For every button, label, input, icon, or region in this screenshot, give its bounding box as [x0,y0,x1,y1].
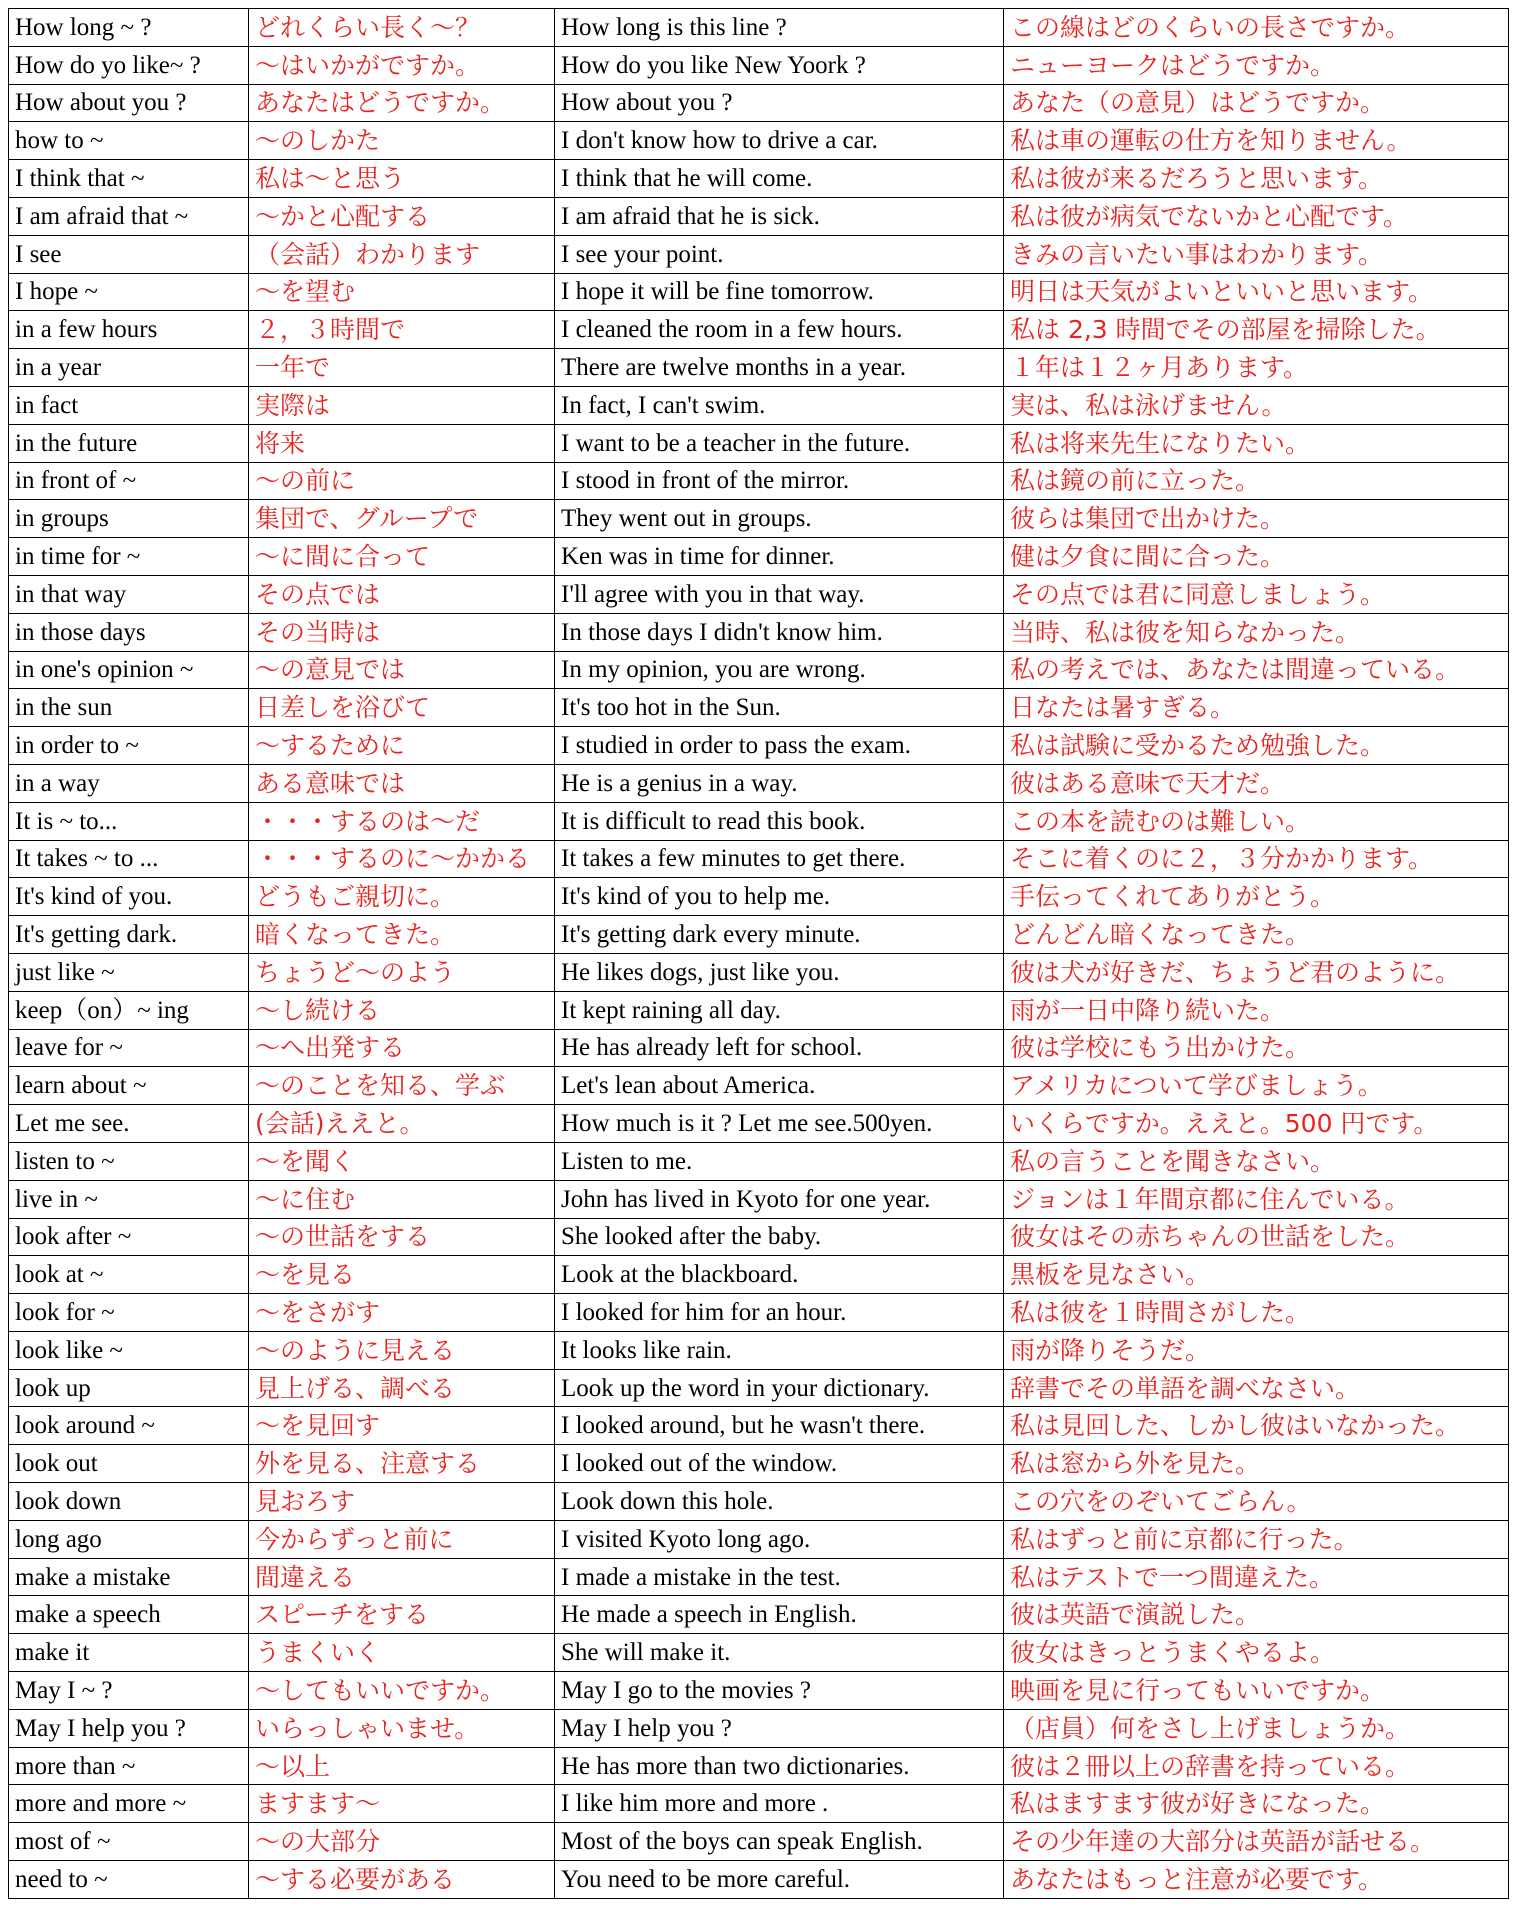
meaning-cell: ～を見回す [249,1407,555,1445]
meaning-cell: ～の意見では [249,651,555,689]
example-sentence-cell: Ken was in time for dinner. [555,538,1004,576]
translation-cell: 私はますます彼が好きになった。 [1004,1785,1509,1823]
translation-cell: ジョンは１年間京都に住んでいる。 [1004,1180,1509,1218]
phrase-cell: in groups [9,500,249,538]
table-row [9,462,1509,500]
example-sentence-cell: In fact, I can't swim. [555,386,1004,424]
translation-cell: 私の考えでは、あなたは間違っている。 [1004,651,1509,689]
meaning-cell: 暗くなってきた。 [249,916,555,954]
phrase-cell: long ago [9,1520,249,1558]
meaning-cell: ～に住む [249,1180,555,1218]
phrase-cell: more than ~ [9,1747,249,1785]
translation-cell: （店員）何をさし上げましょうか。 [1004,1709,1509,1747]
table-row [9,349,1509,387]
example-sentence-cell: I see your point. [555,235,1004,273]
translation-cell: 彼らは集団で出かけた。 [1004,500,1509,538]
translation-cell: １年は１２ヶ月あります。 [1004,349,1509,387]
phrase-cell: Let me see. [9,1105,249,1143]
phrase-cell: I am afraid that ~ [9,197,249,235]
table-row [9,764,1509,802]
table-row [9,1785,1509,1823]
table-row [9,991,1509,1029]
phrase-cell: How long ~ ? [9,9,249,47]
phrase-cell: How about you ? [9,84,249,122]
meaning-cell: ちょうど～のよう [249,953,555,991]
example-sentence-cell: May I go to the movies ? [555,1672,1004,1710]
meaning-cell: ・・・するのは～だ [249,802,555,840]
meaning-cell: うまくいく [249,1634,555,1672]
phrase-cell: make a speech [9,1596,249,1634]
phrase-cell: in front of ~ [9,462,249,500]
meaning-cell: ～するために [249,727,555,765]
translation-cell: 雨が一日中降り続いた。 [1004,991,1509,1029]
table-row [9,1483,1509,1521]
example-sentence-cell: She looked after the baby. [555,1218,1004,1256]
phrase-cell: May I help you ? [9,1709,249,1747]
meaning-cell: ～を聞く [249,1142,555,1180]
meaning-cell: 今からずっと前に [249,1520,555,1558]
phrase-cell: learn about ~ [9,1067,249,1105]
phrase-cell: more and more ~ [9,1785,249,1823]
phrase-cell: look around ~ [9,1407,249,1445]
vocabulary-table [8,8,1509,1899]
translation-cell: 彼は学校にもう出かけた。 [1004,1029,1509,1067]
phrase-cell: in a way [9,764,249,802]
meaning-cell: どれくらい長く～？ [249,9,555,47]
translation-cell: 手伝ってくれてありがとう。 [1004,878,1509,916]
table-row [9,84,1509,122]
table-row [9,1747,1509,1785]
table-row [9,1596,1509,1634]
phrase-cell: I see [9,235,249,273]
phrase-cell: look like ~ [9,1331,249,1369]
phrase-cell: in the future [9,424,249,462]
table-row [9,1520,1509,1558]
meaning-cell: 外を見る、注意する [249,1445,555,1483]
example-sentence-cell: I think that he will come. [555,160,1004,198]
example-sentence-cell: He has already left for school. [555,1029,1004,1067]
phrase-cell: in that way [9,575,249,613]
example-sentence-cell: I looked around, but he wasn't there. [555,1407,1004,1445]
example-sentence-cell: He is a genius in a way. [555,764,1004,802]
phrase-cell: listen to ~ [9,1142,249,1180]
translation-cell: 彼は２冊以上の辞書を持っている。 [1004,1747,1509,1785]
meaning-cell: ～の前に [249,462,555,500]
meaning-cell: 私は～と思う [249,160,555,198]
phrase-cell: need to ~ [9,1861,249,1899]
meaning-cell: 日差しを浴びて [249,689,555,727]
meaning-cell: ～をさがす [249,1294,555,1332]
table-row [9,424,1509,462]
translation-cell: 私は鏡の前に立った。 [1004,462,1509,500]
meaning-cell: ～の世話をする [249,1218,555,1256]
translation-cell: 私は試験に受かるため勉強した。 [1004,727,1509,765]
translation-cell: この線はどのくらいの長さですか。 [1004,9,1509,47]
meaning-cell: その当時は [249,613,555,651]
translation-cell: 私は 2,3 時間でその部屋を掃除した。 [1004,311,1509,349]
table-row [9,575,1509,613]
meaning-cell: 集団で、グループで [249,500,555,538]
meaning-cell: (会話)ええと。 [249,1105,555,1143]
meaning-cell: ～のしかた [249,122,555,160]
translation-cell: 私は彼が病気でないかと心配です。 [1004,197,1509,235]
translation-cell: きみの言いたい事はわかります。 [1004,235,1509,273]
translation-cell: アメリカについて学びましょう。 [1004,1067,1509,1105]
example-sentence-cell: I want to be a teacher in the future. [555,424,1004,462]
example-sentence-cell: It looks like rain. [555,1331,1004,1369]
table-row [9,1709,1509,1747]
phrase-cell: in those days [9,613,249,651]
translation-cell: 雨が降りそうだ。 [1004,1331,1509,1369]
table-row [9,1067,1509,1105]
phrase-cell: live in ~ [9,1180,249,1218]
translation-cell: 明日は天気がよいといいと思います。 [1004,273,1509,311]
phrase-cell: look up [9,1369,249,1407]
meaning-cell: ～のように見える [249,1331,555,1369]
translation-cell: あなた（の意見）はどうですか。 [1004,84,1509,122]
example-sentence-cell: Look up the word in your dictionary. [555,1369,1004,1407]
example-sentence-cell: It takes a few minutes to get there. [555,840,1004,878]
table-row [9,1331,1509,1369]
example-sentence-cell: Listen to me. [555,1142,1004,1180]
example-sentence-cell: He has more than two dictionaries. [555,1747,1004,1785]
phrase-cell: in a few hours [9,311,249,349]
table-row [9,840,1509,878]
phrase-cell: It takes ~ to ... [9,840,249,878]
example-sentence-cell: She will make it. [555,1634,1004,1672]
table-row [9,1672,1509,1710]
meaning-cell: （会話）わかります [249,235,555,273]
phrase-cell: leave for ~ [9,1029,249,1067]
phrase-cell: in order to ~ [9,727,249,765]
translation-cell: いくらですか。ええと。500 円です。 [1004,1105,1509,1143]
translation-cell: 映画を見に行ってもいいですか。 [1004,1672,1509,1710]
table-row [9,1029,1509,1067]
meaning-cell: ～の大部分 [249,1823,555,1861]
translation-cell: 私はずっと前に京都に行った。 [1004,1520,1509,1558]
translation-cell: 私は車の運転の仕方を知りません。 [1004,122,1509,160]
example-sentence-cell: There are twelve months in a year. [555,349,1004,387]
table-row [9,1861,1509,1899]
meaning-cell: 間違える [249,1558,555,1596]
phrase-cell: keep（on）~ ing [9,991,249,1029]
table-row [9,1142,1509,1180]
example-sentence-cell: I'll agree with you in that way. [555,575,1004,613]
table-row [9,613,1509,651]
meaning-cell: ～してもいいですか。 [249,1672,555,1710]
phrase-cell: in one's opinion ~ [9,651,249,689]
translation-cell: その少年達の大部分は英語が話せる。 [1004,1823,1509,1861]
example-sentence-cell: I visited Kyoto long ago. [555,1520,1004,1558]
example-sentence-cell: In my opinion, you are wrong. [555,651,1004,689]
table-row [9,916,1509,954]
translation-cell: 私は見回した、しかし彼はいなかった。 [1004,1407,1509,1445]
table-row [9,1634,1509,1672]
meaning-cell: 一年で [249,349,555,387]
example-sentence-cell: I studied in order to pass the exam. [555,727,1004,765]
table-row [9,953,1509,991]
phrase-cell: It's getting dark. [9,916,249,954]
phrase-cell: May I ~ ? [9,1672,249,1710]
phrase-cell: How do yo like~ ? [9,46,249,84]
example-sentence-cell: I looked for him for an hour. [555,1294,1004,1332]
example-sentence-cell: How about you ? [555,84,1004,122]
meaning-cell: ～以上 [249,1747,555,1785]
table-row [9,878,1509,916]
table-row [9,235,1509,273]
translation-cell: 私はテストで一つ間違えた。 [1004,1558,1509,1596]
phrase-cell: in a year [9,349,249,387]
table-row [9,122,1509,160]
example-sentence-cell: He likes dogs, just like you. [555,953,1004,991]
example-sentence-cell: I made a mistake in the test. [555,1558,1004,1596]
translation-cell: あなたはもっと注意が必要です。 [1004,1861,1509,1899]
translation-cell: 私は彼が来るだろうと思います。 [1004,160,1509,198]
table-row [9,802,1509,840]
vocabulary-table-body [9,9,1509,1899]
example-sentence-cell: It kept raining all day. [555,991,1004,1029]
translation-cell: 健は夕食に間に合った。 [1004,538,1509,576]
meaning-cell: その点では [249,575,555,613]
phrase-cell: look for ~ [9,1294,249,1332]
example-sentence-cell: It is difficult to read this book. [555,802,1004,840]
table-row [9,1218,1509,1256]
phrase-cell: how to ~ [9,122,249,160]
table-row [9,386,1509,424]
meaning-cell: ～する必要がある [249,1861,555,1899]
phrase-cell: most of ~ [9,1823,249,1861]
table-row [9,273,1509,311]
example-sentence-cell: How long is this line ? [555,9,1004,47]
meaning-cell: 見上げる、調べる [249,1369,555,1407]
translation-cell: ニューヨークはどうですか。 [1004,46,1509,84]
meaning-cell: ～を見る [249,1256,555,1294]
example-sentence-cell: I am afraid that he is sick. [555,197,1004,235]
phrase-cell: I think that ~ [9,160,249,198]
translation-cell: 彼女はその赤ちゃんの世話をした。 [1004,1218,1509,1256]
example-sentence-cell: It's kind of you to help me. [555,878,1004,916]
phrase-cell: I hope ~ [9,273,249,311]
table-row [9,651,1509,689]
phrase-cell: It's kind of you. [9,878,249,916]
example-sentence-cell: It's too hot in the Sun. [555,689,1004,727]
table-row [9,46,1509,84]
meaning-cell: ある意味では [249,764,555,802]
example-sentence-cell: I like him more and more . [555,1785,1004,1823]
translation-cell: そこに着くのに２，３分かかります。 [1004,840,1509,878]
table-row [9,1369,1509,1407]
table-row [9,1105,1509,1143]
example-sentence-cell: In those days I didn't know him. [555,613,1004,651]
translation-cell: 実は、私は泳げません。 [1004,386,1509,424]
table-row [9,727,1509,765]
translation-cell: その点では君に同意しましょう。 [1004,575,1509,613]
translation-cell: 私は彼を１時間さがした。 [1004,1294,1509,1332]
example-sentence-cell: Look down this hole. [555,1483,1004,1521]
meaning-cell: ～を望む [249,273,555,311]
meaning-cell: ～かと心配する [249,197,555,235]
meaning-cell: ますます～ [249,1785,555,1823]
phrase-cell: in the sun [9,689,249,727]
meaning-cell: ～のことを知る、学ぶ [249,1067,555,1105]
translation-cell: 彼女はきっとうまくやるよ。 [1004,1634,1509,1672]
translation-cell: どんどん暗くなってきた。 [1004,916,1509,954]
table-row [9,1823,1509,1861]
meaning-cell: 実際は [249,386,555,424]
table-row [9,1407,1509,1445]
meaning-cell: いらっしゃいませ。 [249,1709,555,1747]
meaning-cell: ２，３時間で [249,311,555,349]
meaning-cell: スピーチをする [249,1596,555,1634]
example-sentence-cell: How much is it ? Let me see.500yen. [555,1105,1004,1143]
meaning-cell: あなたはどうですか。 [249,84,555,122]
table-row [9,1445,1509,1483]
example-sentence-cell: You need to be more careful. [555,1861,1004,1899]
translation-cell: 辞書でその単語を調べなさい。 [1004,1369,1509,1407]
translation-cell: この穴をのぞいてごらん。 [1004,1483,1509,1521]
meaning-cell: ～へ出発する [249,1029,555,1067]
meaning-cell: どうもご親切に。 [249,878,555,916]
meaning-cell: 将来 [249,424,555,462]
table-row [9,500,1509,538]
example-sentence-cell: Let's lean about America. [555,1067,1004,1105]
table-row [9,1180,1509,1218]
example-sentence-cell: I hope it will be fine tomorrow. [555,273,1004,311]
example-sentence-cell: They went out in groups. [555,500,1004,538]
translation-cell: 日なたは暑すぎる。 [1004,689,1509,727]
meaning-cell: ・・・するのに～かかる [249,840,555,878]
example-sentence-cell: It's getting dark every minute. [555,916,1004,954]
example-sentence-cell: Most of the boys can speak English. [555,1823,1004,1861]
vocabulary-sheet [8,8,1508,1899]
meaning-cell: ～し続ける [249,991,555,1029]
translation-cell: 当時、私は彼を知らなかった。 [1004,613,1509,651]
table-row [9,311,1509,349]
example-sentence-cell: May I help you ? [555,1709,1004,1747]
translation-cell: 黒板を見なさい。 [1004,1256,1509,1294]
table-row [9,197,1509,235]
table-row [9,160,1509,198]
phrase-cell: look at ~ [9,1256,249,1294]
translation-cell: 彼はある意味で天才だ。 [1004,764,1509,802]
table-row [9,538,1509,576]
translation-cell: 私は将来先生になりたい。 [1004,424,1509,462]
translation-cell: この本を読むのは難しい。 [1004,802,1509,840]
meaning-cell: 見おろす [249,1483,555,1521]
meaning-cell: ～に間に合って [249,538,555,576]
phrase-cell: look down [9,1483,249,1521]
example-sentence-cell: John has lived in Kyoto for one year. [555,1180,1004,1218]
translation-cell: 彼は犬が好きだ、ちょうど君のように。 [1004,953,1509,991]
phrase-cell: make it [9,1634,249,1672]
phrase-cell: in time for ~ [9,538,249,576]
example-sentence-cell: I stood in front of the mirror. [555,462,1004,500]
example-sentence-cell: I cleaned the room in a few hours. [555,311,1004,349]
translation-cell: 私の言うことを聞きなさい。 [1004,1142,1509,1180]
phrase-cell: It is ~ to... [9,802,249,840]
example-sentence-cell: How do you like New Yoork ? [555,46,1004,84]
example-sentence-cell: I looked out of the window. [555,1445,1004,1483]
translation-cell: 彼は英語で演説した。 [1004,1596,1509,1634]
table-row [9,1558,1509,1596]
table-row [9,9,1509,47]
meaning-cell: ～はいかがですか。 [249,46,555,84]
phrase-cell: look out [9,1445,249,1483]
example-sentence-cell: I don't know how to drive a car. [555,122,1004,160]
example-sentence-cell: Look at the blackboard. [555,1256,1004,1294]
table-row [9,1256,1509,1294]
table-row [9,1294,1509,1332]
example-sentence-cell: He made a speech in English. [555,1596,1004,1634]
phrase-cell: just like ~ [9,953,249,991]
phrase-cell: look after ~ [9,1218,249,1256]
phrase-cell: make a mistake [9,1558,249,1596]
table-row [9,689,1509,727]
translation-cell: 私は窓から外を見た。 [1004,1445,1509,1483]
phrase-cell: in fact [9,386,249,424]
